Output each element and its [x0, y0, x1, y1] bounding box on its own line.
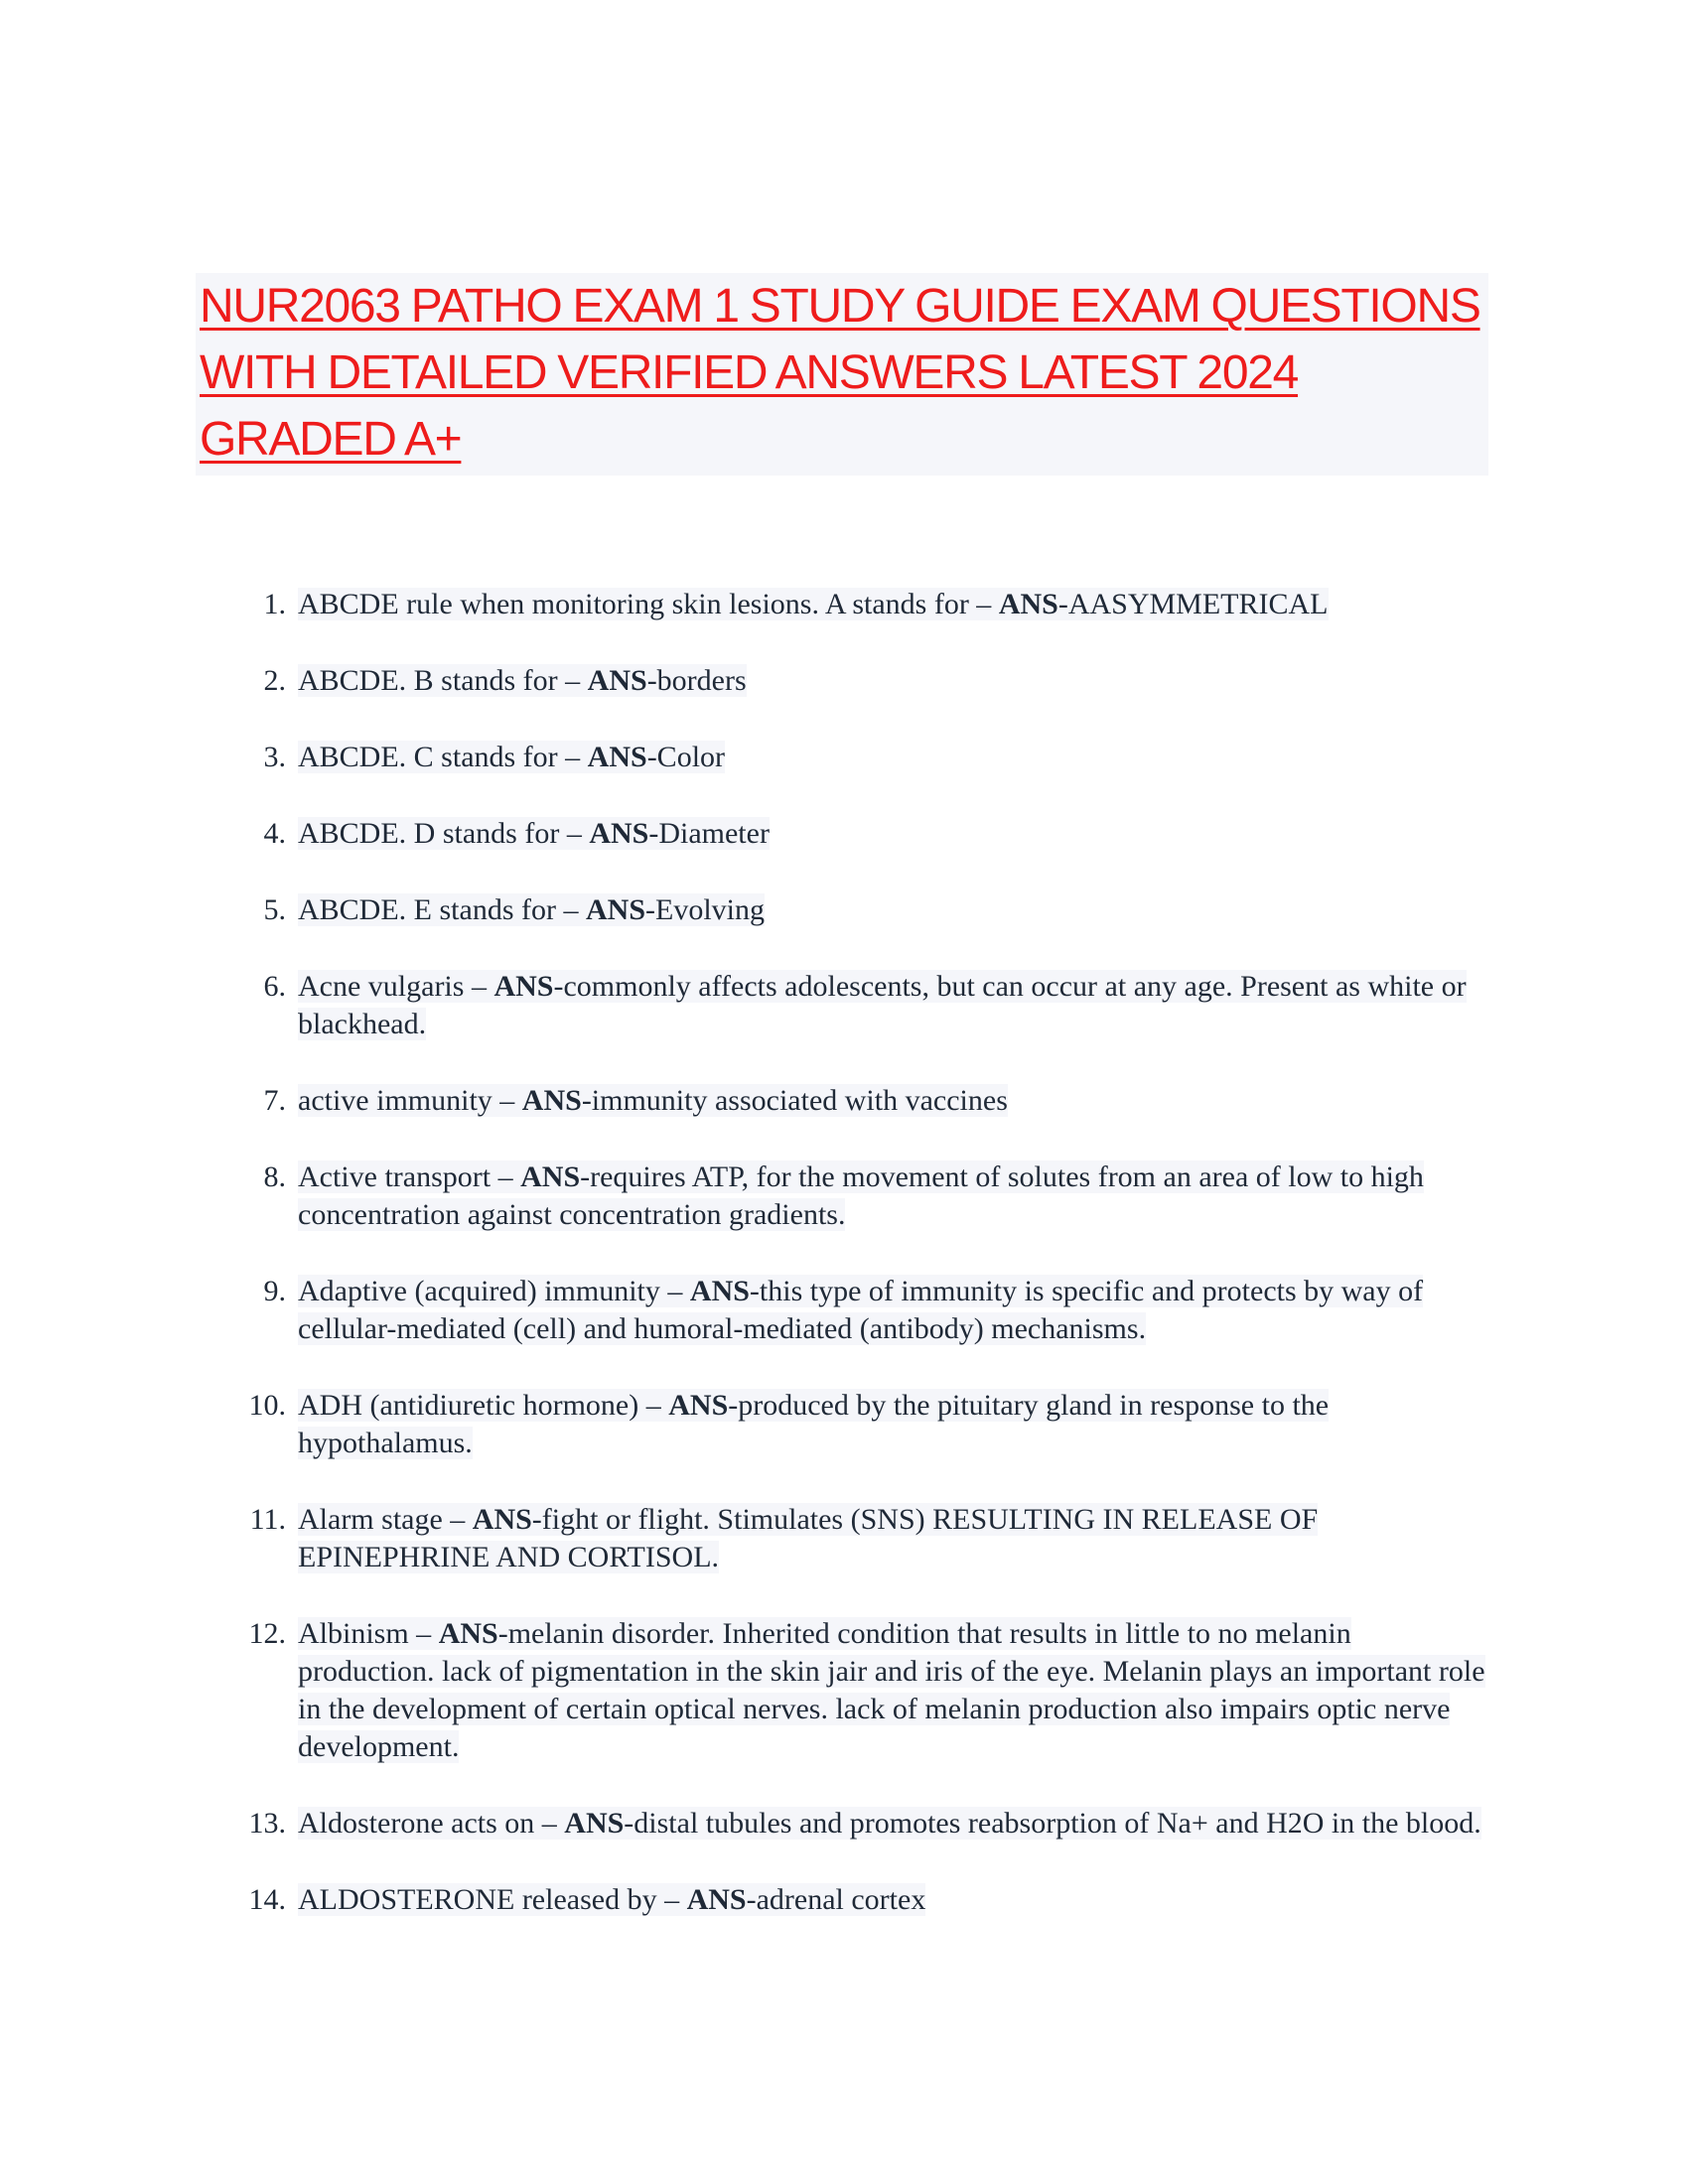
list-item — [238, 1881, 1489, 1919]
document-title: NUR2063 PATHO EXAM 1 STUDY GUIDE EXAM QUESTIONS WITH DETAILED VERIFIED ANSWERS LATEST 2024 GRADED A+ — [200, 280, 1480, 466]
item-question: ADH (antidiuretic hormone) – — [298, 1389, 669, 1422]
item-answer: -fight or flight. Stimulates (SNS) RESULTING IN RELEASE OF EPINEPHRINE AND CORTISOL. — [298, 1503, 1319, 1573]
item-question: ABCDE. B stands for – — [298, 664, 588, 697]
list-item — [238, 891, 1489, 929]
list-item — [238, 1501, 1489, 1576]
ans-label: ANS — [564, 1807, 625, 1840]
item-number: 4. — [263, 817, 286, 850]
item-answer: -adrenal cortex — [746, 1883, 926, 1916]
item-number: 11. — [249, 1503, 286, 1536]
item-question: Adaptive (acquired) immunity – — [298, 1275, 690, 1307]
item-question: Alarm stage – — [298, 1503, 473, 1536]
item-text — [298, 664, 747, 697]
ans-label: ANS — [472, 1503, 532, 1536]
list-item — [238, 968, 1489, 1043]
item-answer: -borders — [646, 664, 747, 697]
item-number: 1. — [263, 588, 286, 620]
ans-label: ANS — [521, 1084, 582, 1117]
ans-label: ANS — [686, 1883, 747, 1916]
item-text — [298, 1503, 1318, 1573]
ans-label: ANS — [585, 893, 645, 926]
item-number: 2. — [263, 664, 286, 697]
item-question: Active transport – — [298, 1160, 521, 1193]
title-block — [196, 273, 1488, 476]
item-question: Albinism – — [298, 1617, 439, 1650]
item-question: ALDOSTERONE released by – — [298, 1883, 687, 1916]
item-question: Acne vulgaris – — [298, 970, 494, 1003]
ans-label: ANS — [998, 588, 1058, 620]
list-item — [238, 1082, 1489, 1120]
item-text — [298, 1275, 1423, 1345]
item-number: 8. — [263, 1160, 286, 1193]
item-question: ABCDE. D stands for – — [298, 817, 590, 850]
item-text — [298, 588, 1329, 620]
ans-label: ANS — [493, 970, 554, 1003]
list-item — [238, 1805, 1489, 1843]
list-item — [238, 815, 1489, 853]
item-number: 12. — [248, 1617, 286, 1650]
item-number: 5. — [263, 893, 286, 926]
item-answer: -this type of immunity is specific and protects by way of cellular-mediated (cell) and humoral-mediated (antibody) mechanisms. — [298, 1275, 1424, 1345]
item-answer: -distal tubules and promotes reabsorption of Na+ and H2O in the blood. — [624, 1807, 1481, 1840]
list-item — [238, 1387, 1489, 1462]
list-item — [238, 586, 1489, 623]
ans-label: ANS — [520, 1160, 581, 1193]
item-question: ABCDE rule when monitoring skin lesions. A stands for – — [298, 588, 999, 620]
ans-label: ANS — [589, 817, 649, 850]
item-number: 14. — [248, 1883, 286, 1916]
item-text — [298, 1160, 1424, 1231]
item-question: ABCDE. E stands for – — [298, 893, 586, 926]
list-item — [238, 1273, 1489, 1348]
item-number: 13. — [248, 1807, 286, 1840]
ans-label: ANS — [689, 1275, 750, 1307]
item-answer: -produced by the pituitary gland in response to the hypothalamus. — [298, 1389, 1330, 1459]
list-item — [238, 1615, 1489, 1766]
ans-label: ANS — [587, 664, 647, 697]
item-answer: -commonly affects adolescents, but can occur at any age. Present as white or blackhead. — [298, 970, 1467, 1040]
item-text — [298, 1807, 1481, 1840]
item-text — [298, 817, 770, 850]
item-answer: -Color — [646, 741, 726, 773]
list-item — [238, 662, 1489, 700]
list-item — [238, 1159, 1489, 1234]
item-question: ABCDE. C stands for – — [298, 741, 588, 773]
item-question: active immunity – — [298, 1084, 522, 1117]
item-answer: -AASYMMETRICAL — [1057, 588, 1329, 620]
item-answer: -requires ATP, for the movement of solutes from an area of low to high concentration against concentration gradients. — [298, 1160, 1424, 1231]
item-text — [298, 893, 765, 926]
question-list — [238, 586, 1489, 1958]
item-answer: -Evolving — [645, 893, 765, 926]
item-answer: -immunity associated with vaccines — [581, 1084, 1008, 1117]
item-number: 6. — [263, 970, 286, 1003]
item-number: 7. — [263, 1084, 286, 1117]
item-text — [298, 1389, 1329, 1459]
item-text — [298, 741, 725, 773]
list-item — [238, 739, 1489, 776]
item-question: Aldosterone acts on – — [298, 1807, 565, 1840]
item-number: 3. — [263, 741, 286, 773]
item-text — [298, 970, 1467, 1040]
item-number: 9. — [263, 1275, 286, 1307]
item-text — [298, 1883, 925, 1916]
item-number: 10. — [248, 1389, 286, 1422]
ans-label: ANS — [587, 741, 647, 773]
item-text — [298, 1617, 1485, 1763]
ans-label: ANS — [668, 1389, 729, 1422]
item-text — [298, 1084, 1008, 1117]
ans-label: ANS — [438, 1617, 498, 1650]
item-answer: -melanin disorder. Inherited condition that results in little to no melanin production. lack of pigmentation in the skin jair and iris of the eye. Melanin plays an important role in the development of certain optical nerves. lack of melanin production also impairs optic nerve development. — [298, 1617, 1485, 1763]
item-answer: -Diameter — [648, 817, 770, 850]
